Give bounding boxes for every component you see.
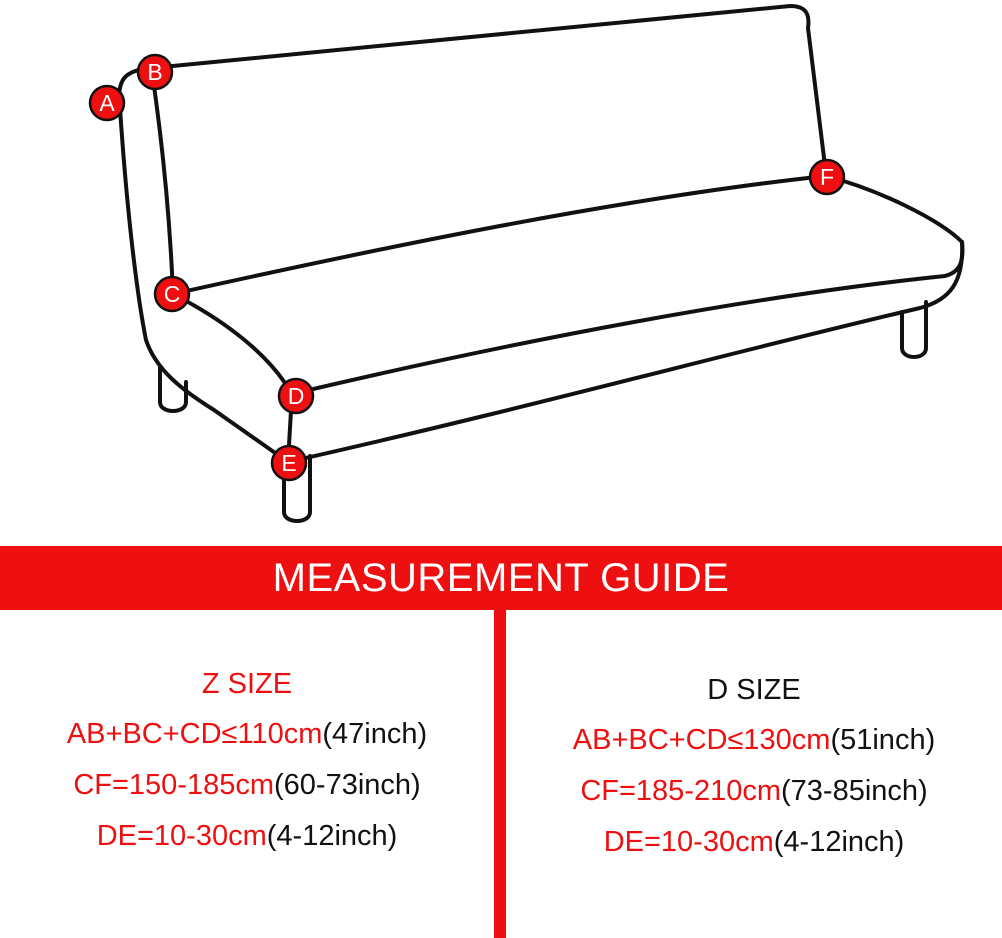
point-marker-label: B bbox=[147, 59, 163, 85]
point-marker-label: A bbox=[99, 90, 115, 116]
point-marker-b bbox=[138, 55, 172, 89]
sofa-seat-left-edge bbox=[173, 294, 292, 394]
d-size-column bbox=[506, 674, 1002, 877]
point-marker-label: C bbox=[163, 281, 181, 307]
measurement-value: CF=185-210cm bbox=[580, 775, 781, 807]
sofa-seat-front-bottom bbox=[288, 242, 962, 462]
measurement-imperial: (60-73inch) bbox=[274, 769, 421, 801]
point-marker-label: F bbox=[819, 164, 835, 190]
point-marker-label: E bbox=[281, 450, 297, 476]
point-marker-label: D bbox=[287, 383, 305, 409]
measurement-guide-banner bbox=[0, 546, 1002, 610]
measurement-imperial: (51inch) bbox=[830, 724, 936, 756]
point-marker-c bbox=[155, 277, 189, 311]
z-size-row bbox=[0, 718, 494, 751]
measurement-value: AB+BC+CD≤110cm bbox=[66, 718, 323, 750]
point-marker-f bbox=[810, 160, 844, 194]
measurement-value: DE=10-30cm bbox=[603, 826, 774, 858]
measurement-value: CF=150-185cm bbox=[73, 769, 274, 801]
z-size-title: Z SIZE bbox=[201, 668, 293, 700]
z-size-row bbox=[0, 769, 494, 802]
measurement-value: AB+BC+CD≤130cm bbox=[572, 724, 831, 756]
d-size-row bbox=[506, 724, 1002, 757]
measurement-imperial: (4-12inch) bbox=[266, 820, 398, 852]
banner-title: MEASUREMENT GUIDE bbox=[272, 555, 730, 600]
measurement-value: DE=10-30cm bbox=[96, 820, 267, 852]
measurement-imperial: (73-85inch) bbox=[781, 775, 928, 807]
sofa-back-outline bbox=[119, 6, 826, 174]
d-size-row bbox=[506, 775, 1002, 808]
d-size-row bbox=[506, 826, 1002, 859]
sofa-seat-right-edge bbox=[826, 176, 962, 242]
measurement-imperial: (47inch) bbox=[322, 718, 428, 750]
d-size-title: D SIZE bbox=[707, 674, 801, 706]
column-divider bbox=[494, 606, 506, 938]
z-size-row bbox=[0, 820, 494, 853]
sofa-back-inner-edge bbox=[152, 72, 173, 294]
point-marker-a bbox=[90, 86, 124, 120]
sofa-left-edge bbox=[120, 108, 288, 462]
point-marker-e bbox=[272, 446, 306, 480]
z-size-column bbox=[0, 668, 494, 871]
sofa-seat-front-top bbox=[292, 242, 962, 394]
sofa-seat-back-line bbox=[173, 176, 826, 294]
point-marker-d bbox=[279, 379, 313, 413]
measurement-imperial: (4-12inch) bbox=[773, 826, 905, 858]
